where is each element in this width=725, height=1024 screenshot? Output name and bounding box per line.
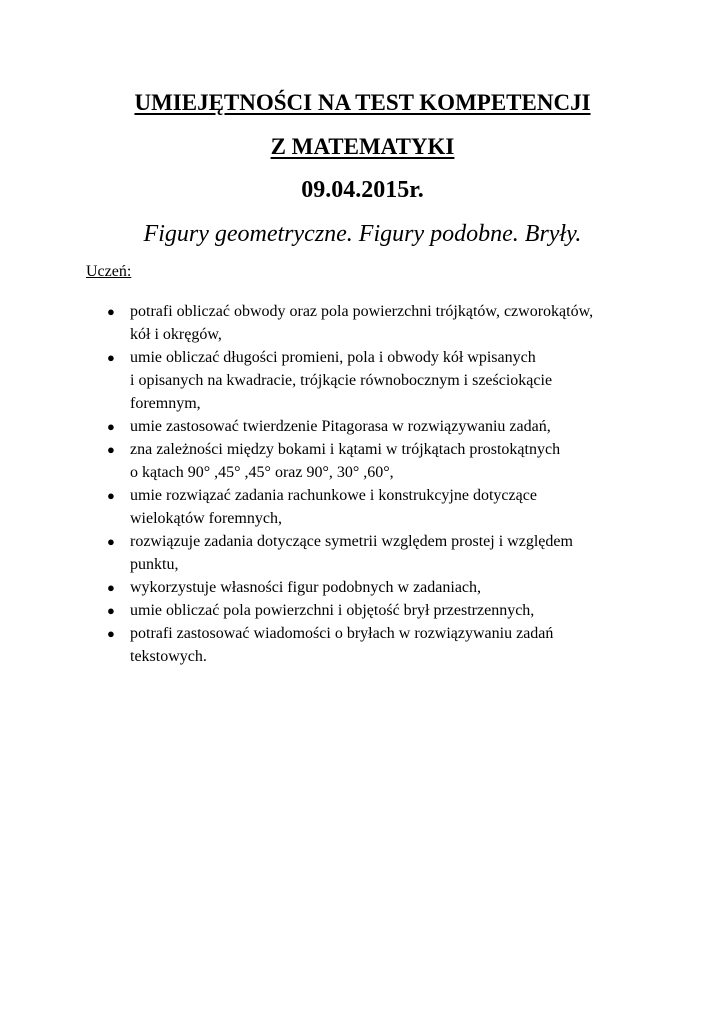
intro-label: Uczeń:	[86, 263, 132, 280]
bullet-icon: ●	[107, 419, 115, 434]
skill-item-line: zna zależności między bokami i kątami w trójkątach prostokątnych	[130, 441, 561, 458]
bullet-icon: ●	[107, 350, 115, 365]
skill-item-line: wielokątów foremnych,	[130, 510, 282, 527]
skills-list	[105, 300, 645, 668]
skill-item-line: tekstowych.	[130, 648, 207, 665]
bullet-icon: ●	[107, 442, 115, 457]
skill-item-line: rozwiązuje zadania dotyczące symetrii względem prostej i względem	[130, 533, 573, 550]
skill-item-line: o kątach 90° ,45° ,45° oraz 90°, 30° ,60°,	[130, 464, 394, 481]
bullet-icon: ●	[107, 580, 115, 595]
skill-item-line: foremnym,	[130, 395, 201, 412]
skill-item-line: kół i okręgów,	[130, 326, 222, 343]
skill-item	[105, 622, 645, 668]
skill-item-line: potrafi obliczać obwody oraz pola powierzchni trójkątów, czworokątów,	[130, 303, 594, 320]
skill-item-line: umie obliczać pola powierzchni i objętość brył przestrzennych,	[130, 602, 535, 619]
skill-item-line: punktu,	[130, 556, 179, 573]
skill-item-line: umie obliczać długości promieni, pola i obwody kół wpisanych	[130, 349, 536, 366]
bullet-icon: ●	[107, 534, 115, 549]
skill-item	[105, 415, 645, 438]
document-date	[0, 176, 725, 204]
skill-item	[105, 346, 645, 415]
skill-item	[105, 300, 645, 346]
skill-item-line: i opisanych na kwadracie, trójkącie równobocznym i sześciokącie	[130, 372, 553, 389]
title-line-2-text: Z MATEMATYKI	[270, 134, 455, 159]
skill-item	[105, 530, 645, 576]
skill-item	[105, 599, 645, 622]
skill-item-line: potrafi zastosować wiadomości o bryłach w rozwiązywaniu zadań	[130, 625, 554, 642]
document-subtitle: Figury geometryczne. Figury podobne. Bryły.	[143, 221, 582, 247]
bullet-icon: ●	[107, 603, 115, 618]
title-line-2	[0, 133, 725, 161]
skill-item	[105, 576, 645, 599]
skill-item-line: wykorzystuje własności figur podobnych w zadaniach,	[130, 579, 482, 596]
bullet-icon: ●	[107, 626, 115, 641]
skill-item	[105, 438, 645, 484]
skill-item-line: umie rozwiązać zadania rachunkowe i konstrukcyjne dotyczące	[130, 487, 537, 504]
bullet-icon: ●	[107, 304, 115, 319]
bullet-icon: ●	[107, 488, 115, 503]
skill-item	[105, 484, 645, 530]
document-date-text: 09.04.2015r.	[301, 177, 424, 203]
title-line-1-text: UMIEJĘTNOŚCI NA TEST KOMPETENCJI	[134, 90, 591, 115]
title-line-1	[0, 89, 725, 117]
skill-item-line: umie zastosować twierdzenie Pitagorasa w rozwiązywaniu zadań,	[130, 418, 551, 435]
